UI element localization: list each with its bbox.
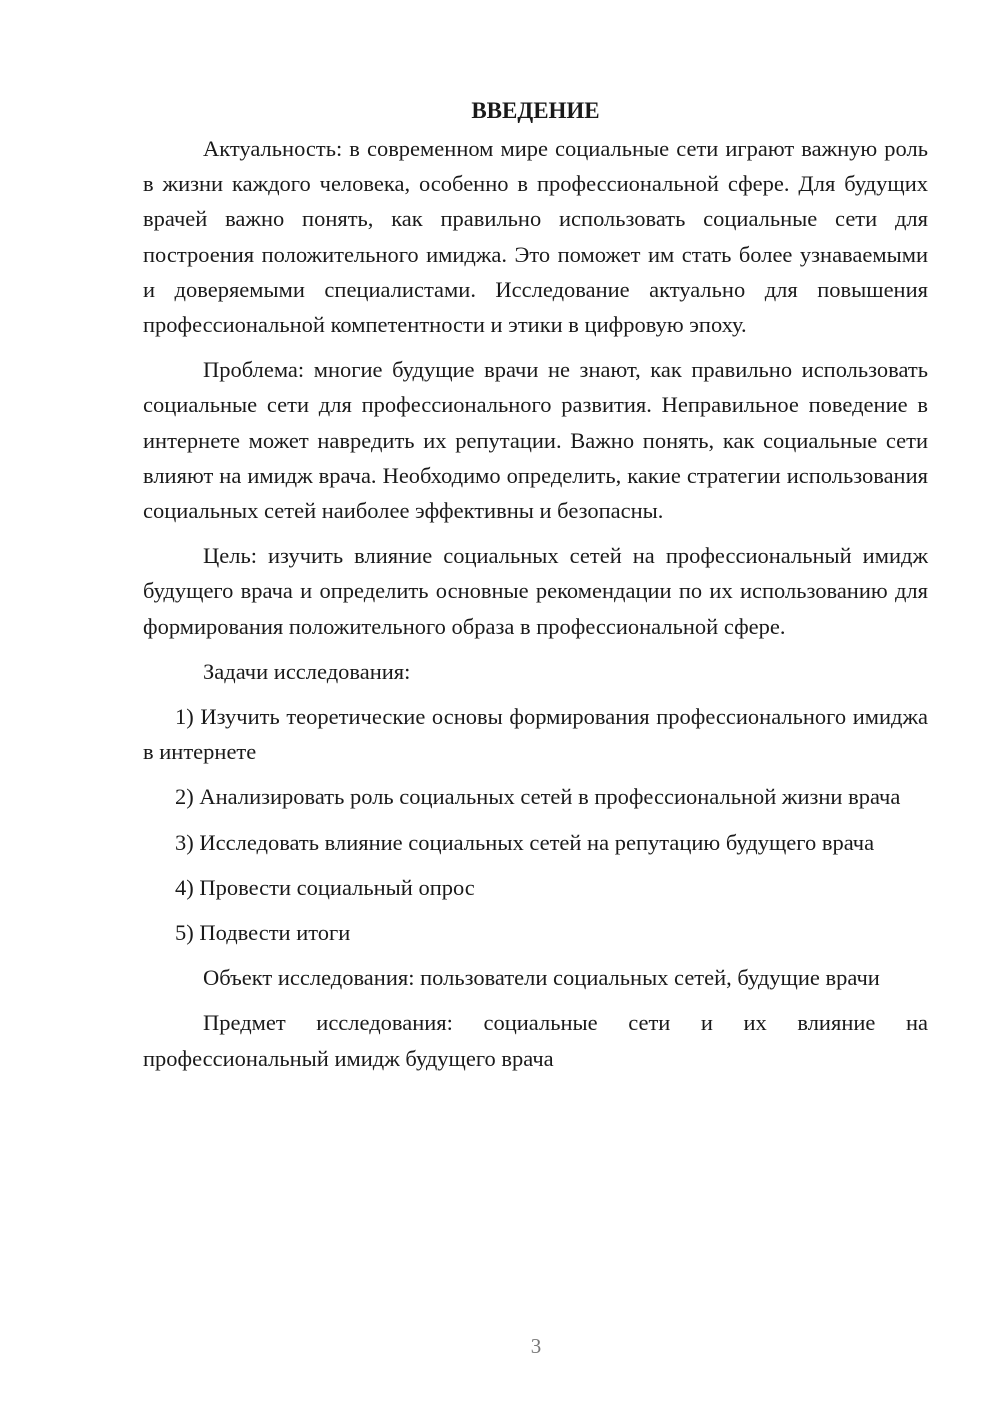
section-heading: ВВЕДЕНИЕ — [471, 98, 600, 123]
goal-paragraph: Цель: изучить влияние социальных сетей на профессиональный имидж будущего врача и определить основные рекомендации по их использованию для формирования положительного образа в профессиональной сфере. — [143, 543, 928, 639]
relevance-paragraph: Актуальность: в современном мире социальные сети играют важную роль в жизни каждого человека, особенно в профессиональной сфере. Для будущих врачей важно понять, как правильно использовать социальные сети для построения положительного имиджа. Это поможет им стать более узнаваемыми и доверяемыми специалистами. Исследование актуально для повышения профессиональной компетентности и этики в цифровую эпоху. — [143, 136, 928, 338]
task-item-3: 3) Исследовать влияние социальных сетей на репутацию будущего врача — [175, 829, 875, 855]
task-item-1: 1) Изучить теоретические основы формирования профессионального имиджа в интернете — [143, 704, 928, 765]
document-page — [143, 96, 928, 1086]
tasks-title: Задачи исследования: — [203, 658, 411, 684]
task-item-2: 2) Анализировать роль социальных сетей в профессиональной жизни врача — [175, 784, 901, 810]
object-paragraph: Объект исследования: пользователи социальных сетей, будущие врачи — [203, 965, 880, 991]
task-item-5: 5) Подвести итоги — [175, 920, 351, 946]
task-item-4: 4) Провести социальный опрос — [175, 874, 475, 900]
page-number: 3 — [530, 1334, 542, 1358]
problem-paragraph: Проблема: многие будущие врачи не знают, как правильно использовать социальные сети для профессионального развития. Неправильное поведение в интернете может навредить их репутации. Важно понять, как социальные сети влияют на имидж врача. Необходимо определить, какие стратегии использования социальных сетей наиболее эффективны и безопасны. — [143, 357, 928, 524]
subject-paragraph: Предмет исследования: социальные сети и их влияние на профессиональный имидж будущего врача — [143, 1010, 928, 1071]
